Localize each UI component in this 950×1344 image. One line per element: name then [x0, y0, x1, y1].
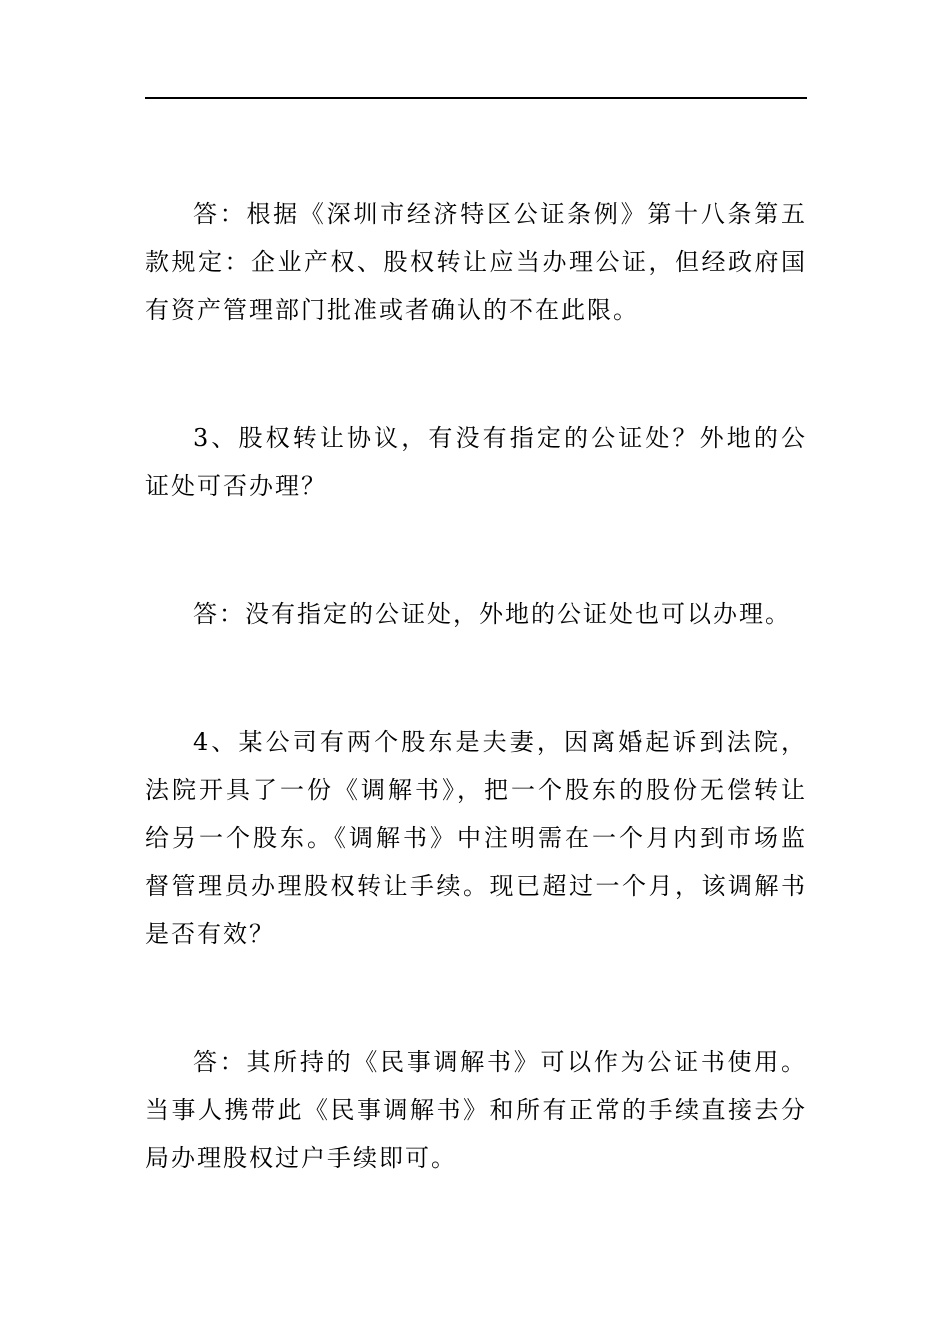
question-paragraph: 3、股权转让协议，有没有指定的公证处？外地的公证处可否办理？ [145, 424, 807, 500]
document-body [145, 190, 807, 1182]
header-rule [145, 97, 807, 99]
question-paragraph: 4、某公司有两个股东是夫妻，因离婚起诉到法院，法院开具了一份《调解书》，把一个股东的股份无偿转让给另一个股东。《调解书》中注明需在一个月内到市场监督管理员办理股权转让手续。现已超过一个月，该调解书是否有效？ [145, 728, 807, 948]
answer-paragraph: 答：没有指定的公证处，外地的公证处也可以办理。 [193, 600, 791, 628]
answer-paragraph: 答：其所持的《民事调解书》可以作为公证书使用。当事人携带此《民事调解书》和所有正常的手续直接去分局办理股权过户手续即可。 [145, 1048, 807, 1172]
answer-paragraph: 答：根据《深圳市经济特区公证条例》第十八条第五款规定：企业产权、股权转让应当办理公证，但经政府国有资产管理部门批准或者确认的不在此限。 [145, 200, 807, 324]
